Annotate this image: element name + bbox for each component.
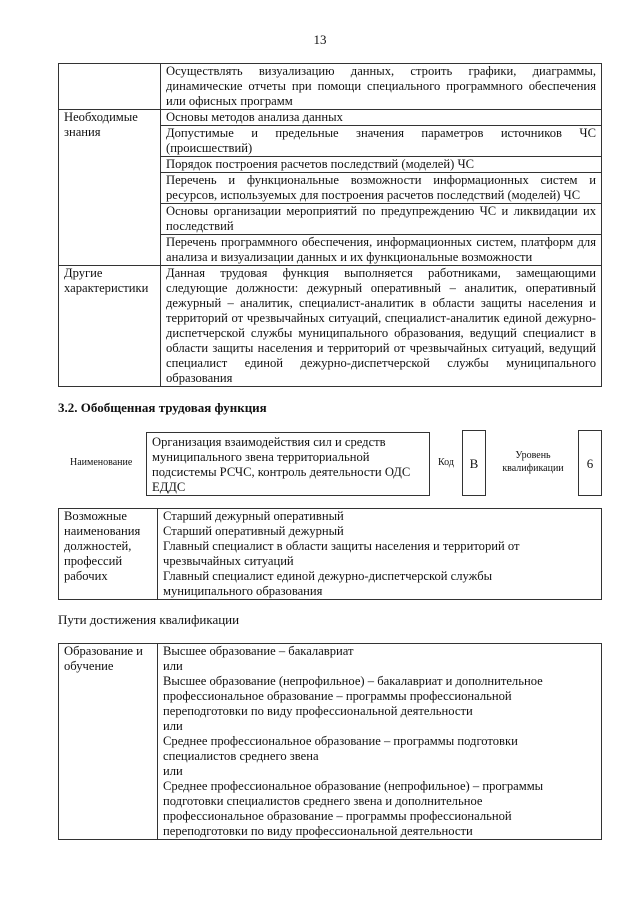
line: Среднее профессиональное образование (непрофильное) – программы — [163, 779, 544, 793]
cell: Допустимые и предельные значения параметров источников ЧС (происшествий) — [161, 126, 602, 157]
education-table — [58, 643, 602, 840]
level-box: 6 — [578, 430, 602, 496]
function-name-box: Организация взаимодействия сил и средств муниципального звена территориальной подсистемы РСЧС, контроль деятельности ОДС ЕДДС — [146, 432, 430, 496]
line: профессиональное образование – программы профессиональной — [163, 689, 512, 703]
paths-heading: Пути достижения квалификации — [58, 612, 240, 627]
cell: Основы методов анализа данных — [161, 110, 602, 126]
name-label: Наименование — [70, 457, 133, 468]
line: муниципального образования — [163, 584, 323, 598]
line: Высшее образование (непрофильное) – бакалавриат и дополнительное — [163, 674, 543, 688]
row-label — [59, 64, 161, 110]
line: чрезвычайных ситуаций — [163, 554, 294, 568]
table-row — [59, 64, 602, 110]
level-label: Уровень квалификации — [502, 450, 564, 474]
line: или — [163, 659, 183, 673]
cell: Основы организации мероприятий по предупреждению ЧС и ликвидации их последствий — [161, 204, 602, 235]
line: или — [163, 719, 183, 733]
table-row — [59, 644, 602, 840]
code-box: B — [462, 430, 486, 496]
line: Среднее профессиональное образование – программы подготовки — [163, 734, 518, 748]
line: специалистов среднего звена — [163, 749, 319, 763]
cell: Перечень программного обеспечения, информационных систем, платформ для анализа и визуализации данных и их функциональные возможности — [161, 235, 602, 266]
line: или — [163, 764, 183, 778]
line: Старший оперативный дежурный — [163, 524, 344, 538]
line: переподготовки по виду профессиональной деятельности — [163, 824, 473, 838]
cell: Перечень и функциональные возможности информационных систем и ресурсов, используемых для построения расчетов последствий (моделей) ЧС — [161, 173, 602, 204]
line: подготовки специалистов среднего звена и дополнительное — [163, 794, 483, 808]
cell: Данная трудовая функция выполняется работниками, замещающими следующие должности: дежурный оперативный – аналитик, оперативный дежурный – аналитик, специалист-аналитик в области защиты населения и территорий от чрезвычайных ситуаций, специалист-аналитик единой дежурно-диспетчерской службы муниципального образования, ведущий специалист в области защиты населения и территорий от чрезвычайных ситуаций, ведущий специалист единой дежурно-диспетчерской службы муниципального образования — [161, 266, 602, 387]
section-heading: 3.2. Обобщенная трудовая функция — [58, 400, 267, 415]
row-label: Необходимые знания — [59, 110, 161, 266]
line: Главный специалист в области защиты населения и территорий от — [163, 539, 520, 553]
skills-knowledge-table — [58, 63, 602, 387]
line: Главный специалист единой дежурно-диспетчерской службы — [163, 569, 493, 583]
positions-table — [58, 508, 602, 600]
table-row — [59, 266, 602, 387]
line: переподготовки по виду профессиональной деятельности — [163, 704, 473, 718]
cell — [158, 509, 602, 600]
page-number: 13 — [313, 32, 327, 47]
code-label: Код — [438, 457, 454, 468]
line: Высшее образование – бакалавриат — [163, 644, 354, 658]
table-row — [59, 110, 602, 126]
cell: Осуществлять визуализацию данных, строить графики, диаграммы, динамические отчеты при помощи специального программного обеспечения или офисных программ — [161, 64, 602, 110]
row-label: Другие характеристики — [59, 266, 161, 387]
row-label: Возможные наименования должностей, профессий рабочих — [59, 509, 158, 600]
row-label: Образование и обучение — [59, 644, 158, 840]
cell: Порядок построения расчетов последствий (моделей) ЧС — [161, 157, 602, 173]
line: профессиональное образование – программы профессиональной — [163, 809, 512, 823]
table-row — [59, 509, 602, 600]
line: Старший дежурный оперативный — [163, 509, 344, 523]
cell — [158, 644, 602, 840]
